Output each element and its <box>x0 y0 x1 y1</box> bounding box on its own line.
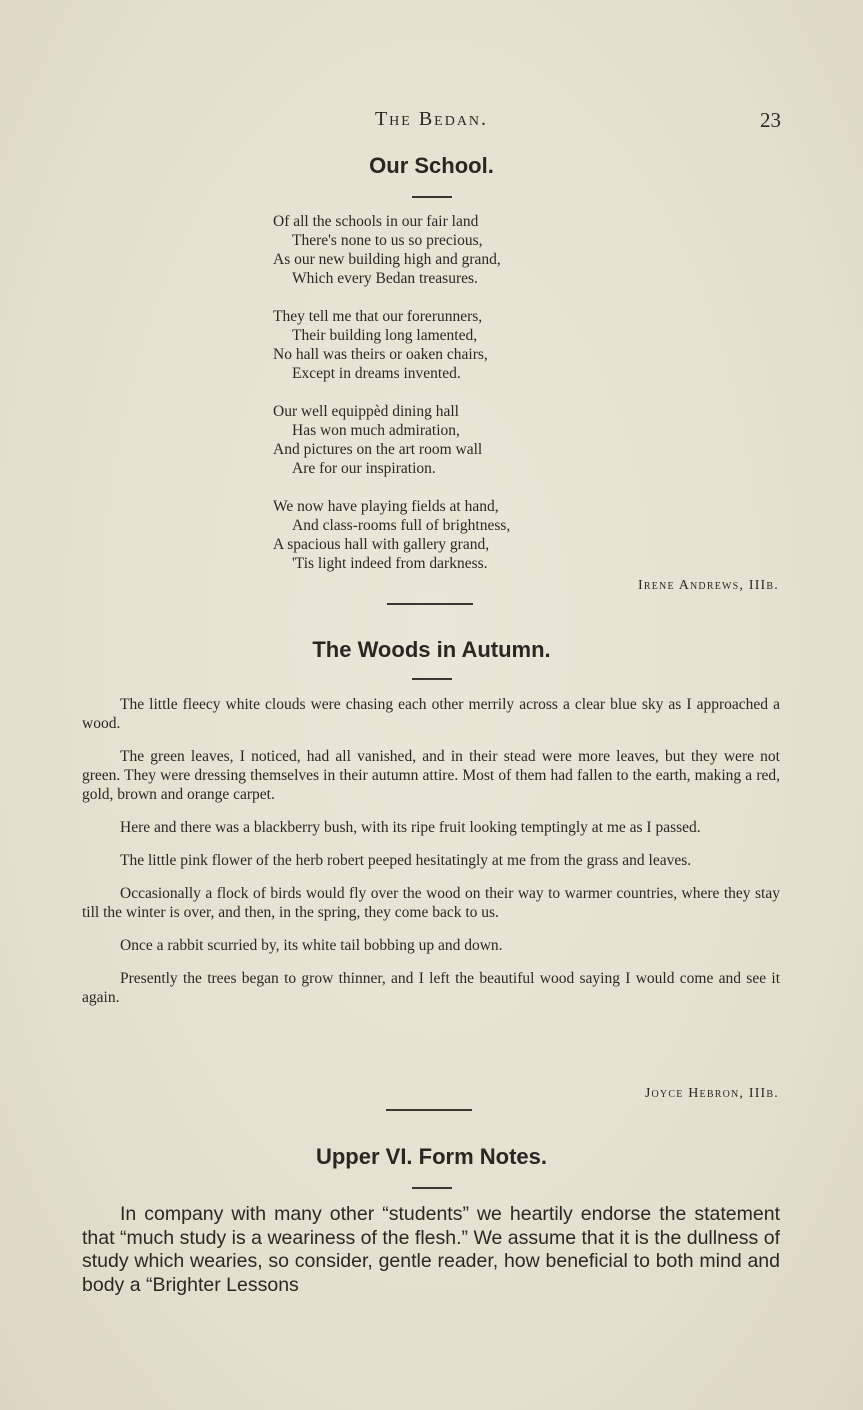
essay-paragraph: The little fleecy white clouds were chasing each other merrily across a clear blue sky as I approached a wood. <box>82 696 780 732</box>
poem-line: No hall was theirs or oaken chairs, <box>273 346 488 363</box>
essay-body <box>82 695 780 1021</box>
poem-line: As our new building high and grand, <box>273 251 501 268</box>
poem-line: Are for our inspiration. <box>292 460 436 477</box>
poem-line: Our well equippèd dining hall <box>273 403 459 420</box>
poem-stanza <box>273 307 510 383</box>
poem-stanza <box>273 212 510 288</box>
essay-paragraph: Occasionally a flock of birds would fly over the wood on their way to warmer countries, where they stay till the winter is over, and then, in the spring, they come back to us. <box>82 885 780 921</box>
poem-line: They tell me that our forerunners, <box>273 308 483 325</box>
poem-line: Has won much admiration, <box>292 422 460 439</box>
poem-line: Their building long lamented, <box>292 327 478 344</box>
poem-line: There's none to us so precious, <box>292 232 483 249</box>
essay-author: Joyce Hebron, IIIb. <box>644 1086 779 1101</box>
essay-paragraph: The green leaves, I noticed, had all vanished, and in their stead were more leaves, but they were not green. They were dressing themselves in their autumn attire. Most of them had fallen to the earth, making a red, gold, brown and orange carpet. <box>82 748 780 803</box>
running-title: The Bedan. <box>374 108 489 130</box>
poem-line: And class-rooms full of brightness, <box>292 517 511 534</box>
poem-author: Irene Andrews, IIIb. <box>638 578 779 593</box>
poem-line: 'Tis light indeed from darkness. <box>292 555 488 572</box>
poem-title: Our School. <box>369 153 494 178</box>
poem-line: Except in dreams invented. <box>292 365 461 382</box>
page-header <box>0 108 863 138</box>
essay-title: The Woods in Autumn. <box>312 637 551 662</box>
poem-line: We now have playing fields at hand, <box>273 498 499 515</box>
poem-stanza <box>273 402 510 478</box>
title-rule <box>412 1187 452 1189</box>
poem-line: Which every Bedan treasures. <box>292 270 478 287</box>
section-rule <box>387 603 473 605</box>
poem-line: And pictures on the art room wall <box>273 441 483 458</box>
essay-paragraph: Once a rabbit scurried by, its white tail bobbing up and down. <box>120 937 503 954</box>
notes-paragraph: In company with many other “students” we heartily endorse the statement that “much study is a weariness of the flesh.” We assume that it is the dullness of study which wearies, so consider, gentle reader, how beneficial to both mind and body a “Brighter Lessons <box>82 1203 780 1296</box>
notes-body <box>82 1203 780 1297</box>
essay-paragraph: Presently the trees began to grow thinner, and I left the beautiful wood saying I would come and see it again. <box>82 970 780 1006</box>
poem-stanza <box>273 497 510 573</box>
poem-body <box>273 212 510 573</box>
section-rule <box>386 1109 472 1111</box>
notes-title: Upper VI. Form Notes. <box>315 1144 548 1169</box>
title-rule <box>412 196 452 198</box>
essay-paragraph: The little pink flower of the herb robert peeped hesitatingly at me from the grass and leaves. <box>120 852 692 869</box>
title-rule <box>412 678 452 680</box>
poem-line: A spacious hall with gallery grand, <box>273 536 490 553</box>
page-number: 23 <box>760 108 781 132</box>
essay-paragraph: Here and there was a blackberry bush, with its ripe fruit looking temptingly at me as I passed. <box>120 819 701 836</box>
poem-line: Of all the schools in our fair land <box>273 213 479 230</box>
